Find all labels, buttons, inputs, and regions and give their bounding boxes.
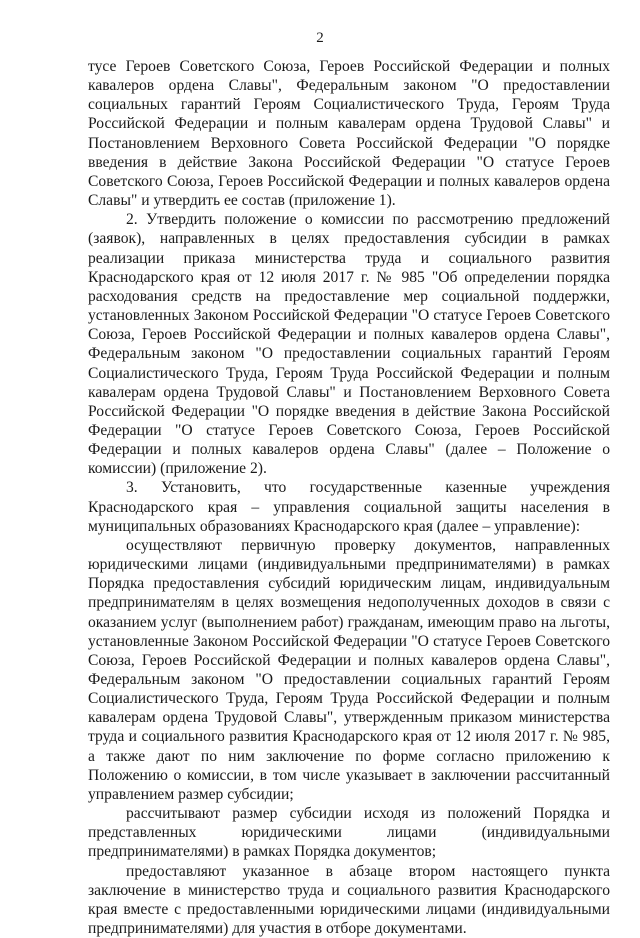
paragraph-item-3-clause-2: рассчитывают размер субсидии исходя из положений Порядка и представленных юридическими лицами (индивидуальными предпринимателями) в рамках Порядка документов; — [88, 805, 610, 861]
paragraph-1-continuation: тусе Героев Советского Союза, Героев Российской Федерации и полных кавалеров ордена Славы", Федеральным законом "О предоставлении социальных гарантий Героям Социалистического Труда, Героям Труда Российской Федерации и полным кавалерам ордена Трудовой Славы" и Постановлением Верховного Совета Российской Федерации "О порядке введения в действие Закона Российской Федерации "О статусе Героев Советского Союза, Героев Российской Федерации и полных кавалеров ордена Славы" и утвердить ее состав (приложение 1). — [88, 58, 610, 210]
paragraph-item-3-clause-3: предоставляют указанное в абзаце втором настоящего пункта заключение в министерство труда и социального развития Краснодарского края вместе с предоставленными юридическими лицами (индивидуальными предпринимателями) для участия в отборе документами. — [88, 862, 610, 938]
document-body — [88, 57, 610, 938]
paragraph-item-3: 3. Установить, что государственные казенные учреждения Краснодарского края – управления социальной защиты населения в муниципальных образованиях Краснодарского края (далее – управление): — [88, 479, 610, 535]
paragraph-item-3-clause-1: осуществляют первичную проверку документов, направленных юридическими лицами (индивидуальными предпринимателями) в рамках Порядка предоставления субсидий юридическим лицам, индивидуальным предпринимателям в целях возмещения недополученных доходов в связи с оказанием услуг (выполнением работ) гражданам, имеющим право на льготы, установленные Законом Российской Федерации "О статусе Героев Советского Союза, Героев Российской Федерации и полных кавалеров ордена Славы", Федеральным законом "О предоставлении социальных гарантий Героям Социалистического Труда, Героям Труда Российской Федерации и полным кавалерам ордена Трудовой Славы", утвержденным приказом министерства труда и социального развития Краснодарского края от 12 июля 2017 г. № 985, а также дают по ним заключение по форме согласно приложению к Положению о комиссии, в том числе указывает в заключении рассчитанный управлением размер субсидии; — [88, 536, 610, 803]
paragraph-item-2: 2. Утвердить положение о комиссии по рассмотрению предложений (заявок), направленных в целях предоставления субсидии в рамках реализации приказа министерства труда и социального развития Краснодарского края от 12 июля 2017 г. № 985 "Об определении порядка расходования средств на предоставление мер социальной поддержки, установленных Законом Российской Федерации "О статусе Героев Советского Союза, Героев Российской Федерации и полных кавалеров ордена Славы", Федеральным законом "О предоставлении социальных гарантий Героям Социалистического Труда, Героям Труда Российской Федерации и полным кавалерам ордена Трудовой Славы" и Постановлением Верховного Совета Российской Федерации "О порядке введения в действие Закона Российской Федерации "О статусе Героев Советского Союза, Героев Российской Федерации и полных кавалеров ордена Славы" (далее – Положение о комиссии) (приложение 2). — [88, 211, 610, 478]
page-number: 2 — [316, 30, 324, 46]
